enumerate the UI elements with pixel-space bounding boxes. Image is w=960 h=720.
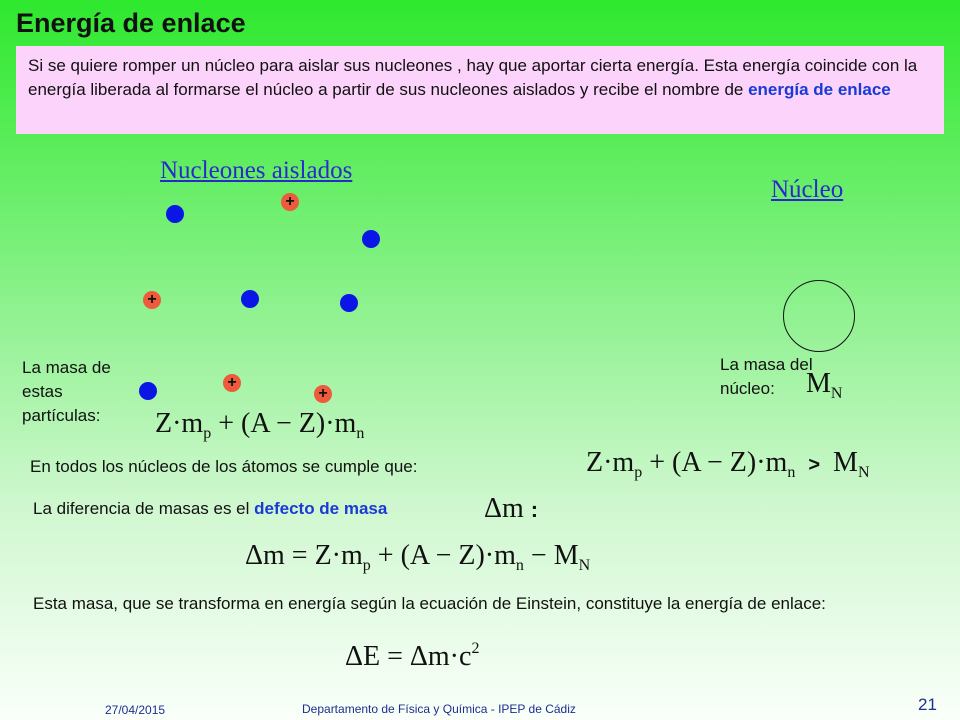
neutron-particle (139, 382, 157, 400)
defect-symbol (484, 493, 538, 525)
proton-particle: + (314, 385, 332, 403)
proton-particle: + (143, 291, 161, 309)
formula-text: $Z\cdot m_p + (A - Z)\cdot m_n$ (155, 408, 365, 442)
defect-statement (33, 497, 387, 521)
slide-number: 21 (918, 695, 937, 714)
neutron-particle (241, 290, 259, 308)
proton-particle: + (281, 193, 299, 211)
intro-text: Si se quiere romper un núcleo para aislar sus nucleones , hay que aportar cierta energía. Esta energía coincide con la energía liberada al formarse el núcleo a partir de sus nucleones aislados y recibe el nombre de (28, 56, 918, 99)
intro-box (16, 46, 944, 134)
neutron-particle (340, 294, 358, 312)
nucleus-heading[interactable]: Núcleo (771, 176, 844, 203)
footer-date: 27/04/2015 (105, 703, 166, 717)
defect-symbol-text: Δm (484, 493, 524, 524)
footer-department: Departamento de Física y Química - IPEP de Cádiz (302, 702, 576, 716)
einstein-statement: Esta masa, que se transforma en energía según la ecuación de Einstein, constituye la energía de enlace: (33, 594, 826, 613)
nucleus-mass-label: La masa del núcleo: (720, 355, 813, 398)
energy-equation: $\Delta E = \Delta m\cdot c^2$ (345, 640, 480, 672)
isolated-nucleons-heading[interactable]: Nucleones aislados (160, 157, 353, 184)
defect-equation: $\Delta m = Z\cdot m_p + (A - Z)\cdot m_n - M_N$ (245, 540, 591, 574)
isolated-mass-label: La masa de estas partículas: (22, 358, 111, 425)
nucleus-circle (783, 280, 855, 352)
defect-prefix: La diferencia de masas es el (33, 499, 255, 518)
nucleus-mass-formula: $M_N$ (806, 368, 843, 402)
page-title: Energía de enlace (16, 8, 246, 38)
inequality-operator: > (808, 454, 821, 476)
always-statement: En todos los núcleos de los átomos se cumple que: (30, 457, 418, 476)
neutron-particle (166, 205, 184, 223)
inequality-formula: $Z\cdot m_p + (A - Z)\cdot m_n > M_N$ (586, 447, 870, 481)
defect-colon: : (530, 497, 539, 522)
proton-particle: + (223, 374, 241, 392)
neutron-particle (362, 230, 380, 248)
intro-highlight: energía de enlace (748, 80, 891, 99)
isolated-mass-formula (155, 408, 364, 443)
defect-highlight: defecto de masa (254, 499, 388, 518)
